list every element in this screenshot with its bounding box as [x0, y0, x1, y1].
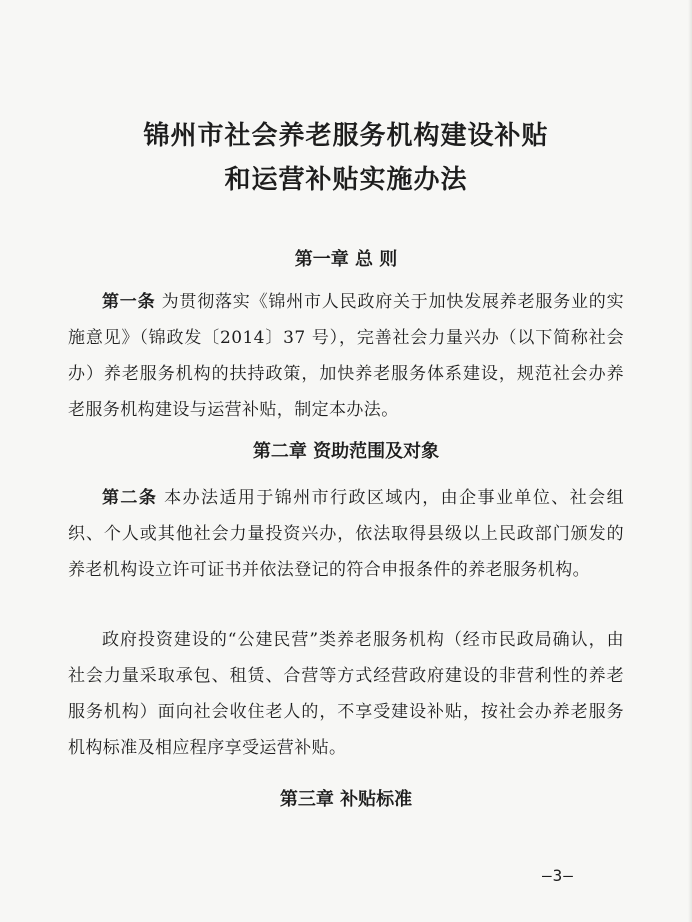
article-1-paragraph — [68, 284, 624, 428]
chapter-2-heading: 第二章 资助范围及对象 — [252, 441, 440, 462]
article-2-paragraph — [68, 480, 624, 588]
document-title-line-2: 和运营补贴实施办法 — [224, 165, 468, 195]
chapter-1-heading: 第一章 总 则 — [294, 249, 398, 270]
page-number: —3— — [542, 866, 574, 885]
page-edge-shadow — [688, 0, 692, 922]
chapter-3-heading: 第三章 补贴标准 — [279, 789, 413, 810]
article-1-text: 为贯彻落实《锦州市人民政府关于加快发展养老服务业的实施意见》（锦政发〔2014〕37 号），完善社会力量兴办（以下简称社会办）养老服务机构的扶持政策，加快养老服务体系建设，规范社会办养老服务机构建设与运营补贴，制定本办法。 — [68, 292, 625, 420]
article-1-label: 第一条 — [102, 292, 156, 312]
article-2-text: 本办法适用于锦州市行政区域内，由企事业单位、社会组织、个人或其他社会力量投资兴办，依法取得县级以上民政部门颁发的养老机构设立许可证书并依法登记的符合申报条件的养老服务机构。 — [68, 488, 624, 580]
public-built-private-run-paragraph: 政府投资建设的“公建民营”类养老服务机构（经市民政局确认，由社会力量采取承包、租赁、合营等方式经营政府建设的非营利性的养老服务机构）面向社会收住老人的，不享受建设补贴，按社会办养老服务机构标准及相应程序享受运营补贴。 — [68, 630, 624, 758]
document-title-line-1: 锦州市社会养老服务机构建设补贴 — [143, 121, 549, 151]
article-2-label: 第二条 — [102, 488, 158, 508]
